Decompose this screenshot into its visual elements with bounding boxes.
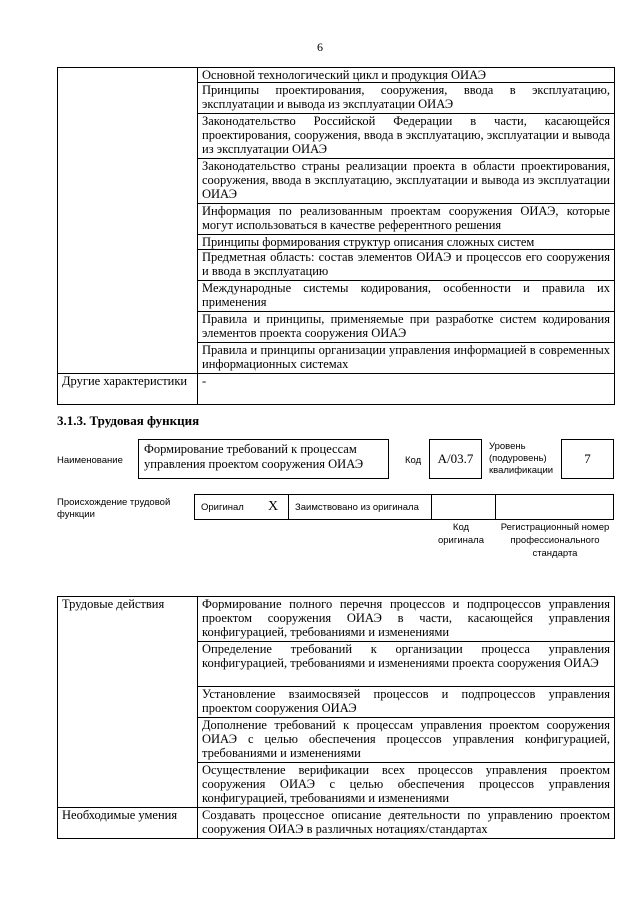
labor-action-item: Определение требований к организации процесса управления конфигурацией, требованиями и изменениями проекта сооружения ОИАЭ bbox=[198, 642, 615, 687]
borrowed-label: Заимствовано из оригинала bbox=[295, 502, 419, 513]
required-skill-item: Создавать процессное описание деятельности по управлению проектом сооружения ОИАЭ в различных нотациях/стандартах bbox=[198, 808, 615, 839]
labor-action-item: Установление взаимосвязей процессов и подпроцессов управления проектом сооружения ОИАЭ bbox=[198, 687, 615, 718]
knowledge-item: Информация по реализованным проектам сооружения ОИАЭ, которые могут использоваться в качестве референтного решения bbox=[198, 204, 615, 235]
other-characteristics-label: Другие характеристики bbox=[58, 374, 198, 405]
labor-actions-table bbox=[57, 596, 615, 839]
origin-label: Происхождение трудовой функции bbox=[57, 497, 171, 520]
section-title: 3.1.3. Трудовая функция bbox=[57, 413, 200, 428]
knowledge-table bbox=[57, 67, 615, 405]
knowledge-item: Предметная область: состав элементов ОИАЭ и процессов его сооружения и ввода в эксплуатацию bbox=[198, 250, 615, 281]
knowledge-item: Законодательство Российской Федерации в части, касающейся проектирования, сооружения, ввода в эксплуатацию, эксплуатации и вывода из эксплуатации ОИАЭ bbox=[198, 114, 615, 159]
qualification-level: 7 bbox=[561, 439, 614, 479]
original-mark: X bbox=[268, 499, 279, 514]
registration-number-caption: Регистрационный номер профессионального стандарта bbox=[500, 522, 610, 559]
knowledge-item: Международные системы кодирования, особенности и правила их применения bbox=[198, 281, 615, 312]
origin-row bbox=[194, 494, 614, 520]
knowledge-item: Основной технологический цикл и продукция ОИАЭ bbox=[198, 68, 615, 83]
knowledge-item: Правила и принципы организации управления информацией в современных информационных системах bbox=[198, 343, 615, 374]
knowledge-item: Принципы проектирования, сооружения, ввода в эксплуатацию, эксплуатации и вывода из эксплуатации ОИАЭ bbox=[198, 83, 615, 114]
knowledge-item: Законодательство страны реализации проекта в области проектирования, сооружения, ввода в эксплуатацию, эксплуатации и вывода из эксплуатации ОИАЭ bbox=[198, 159, 615, 204]
labor-action-item: Дополнение требований к процессам управления проектом сооружения ОИАЭ с целью обеспечения процессов управления конфигурацией, требованиями и изменениями bbox=[198, 718, 615, 763]
knowledge-item: Принципы формирования структур описания сложных систем bbox=[198, 235, 615, 250]
page-number: 6 bbox=[317, 40, 323, 54]
other-characteristics-value: - bbox=[198, 374, 615, 405]
function-name: Формирование требований к процессам управления проектом сооружения ОИАЭ bbox=[138, 439, 389, 479]
origin-divider bbox=[288, 495, 289, 519]
level-label: Уровень (подуровень) квалификации bbox=[489, 441, 554, 476]
original-code-caption: Код оригинала bbox=[437, 522, 484, 546]
original-label: Оригинал bbox=[201, 502, 244, 513]
origin-divider bbox=[495, 495, 496, 519]
required-skills-label: Необходимые умения bbox=[58, 808, 198, 839]
code-label: Код bbox=[405, 455, 422, 466]
labor-actions-label: Трудовые действия bbox=[58, 597, 198, 808]
function-code: A/03.7 bbox=[429, 439, 482, 479]
origin-divider bbox=[431, 495, 432, 519]
name-label: Наименование bbox=[57, 455, 123, 466]
knowledge-label-cell bbox=[58, 68, 198, 374]
labor-action-item: Осуществление верификации всех процессов управления проектом сооружения ОИАЭ с целью обеспечения процессов управления конфигурацией, требованиями и изменениями bbox=[198, 763, 615, 808]
labor-action-item: Формирование полного перечня процессов и подпроцессов управления проектом сооружения ОИАЭ в части, касающейся управления конфигурацией, требованиями и изменениями bbox=[198, 597, 615, 642]
knowledge-item: Правила и принципы, применяемые при разработке систем кодирования элементов проекта сооружения ОИАЭ bbox=[198, 312, 615, 343]
